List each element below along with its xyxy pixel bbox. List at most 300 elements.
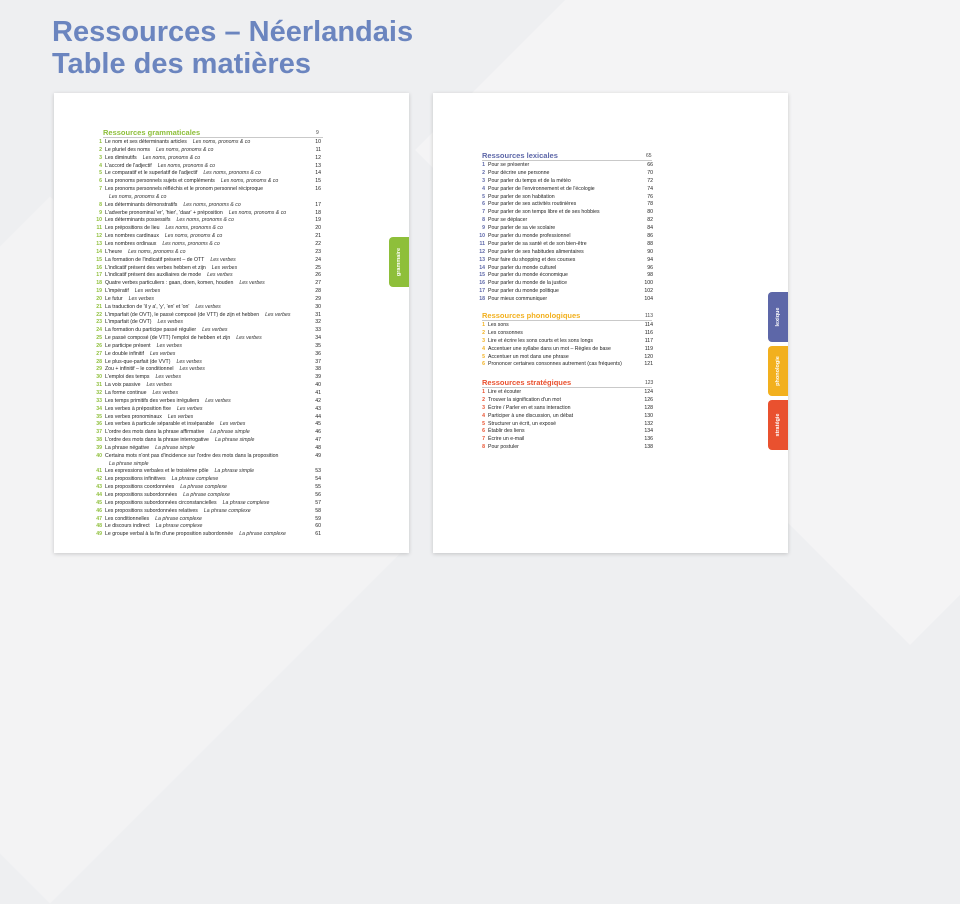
entry-number: 9 (99, 209, 102, 216)
entry-title: Le futur (105, 295, 123, 302)
toc-entry (477, 322, 653, 330)
entry-title-group (105, 382, 172, 390)
entry-title-group (488, 233, 570, 241)
toc-entry (94, 343, 321, 351)
entry-title-group (488, 288, 559, 296)
entry-number: 3 (482, 337, 485, 344)
toc-entry (477, 186, 653, 194)
entry-title: Pour parler du monde culturel (488, 264, 557, 271)
section-page-number: 65 (646, 153, 652, 159)
entry-page: 58 (315, 507, 321, 514)
entry-number: 16 (96, 264, 102, 271)
entry-title-group (488, 346, 611, 354)
entry-title-group (488, 322, 509, 330)
toc-entry (94, 257, 321, 265)
entry-number: 28 (96, 358, 102, 365)
entry-title-group (488, 389, 521, 397)
entry-page: 33 (315, 327, 321, 334)
toc-entry-list (477, 389, 653, 452)
toc-entry (94, 225, 321, 233)
entry-title-group (105, 531, 286, 539)
entry-category: Les verbes (265, 311, 291, 318)
toc-entry (94, 484, 321, 492)
entry-number: 2 (482, 169, 485, 176)
entry-title-group (105, 461, 149, 469)
entry-title-group (105, 312, 290, 320)
toc-entry (94, 476, 321, 484)
entry-title-group (105, 288, 160, 296)
entry-title: L'ordre des mots dans la phrase affirmative (105, 429, 205, 436)
toc-entry (477, 338, 653, 346)
entry-title-group (105, 319, 183, 327)
toc-entry (94, 186, 321, 194)
entry-number: 21 (96, 303, 102, 310)
entry-title: Pour parler de son temps libre et de ses hobbies (488, 209, 600, 216)
entry-page: 82 (647, 217, 653, 224)
toc-entry (477, 361, 653, 369)
toc-entry (477, 389, 653, 397)
entry-title-group (105, 186, 269, 194)
entry-title-group (105, 523, 202, 531)
toc-entry (94, 374, 321, 382)
toc-entry (94, 531, 321, 539)
entry-page: 13 (315, 162, 321, 169)
entry-page: 94 (647, 256, 653, 263)
entry-number: 4 (482, 412, 485, 419)
entry-title-group (105, 500, 269, 508)
entry-number: 11 (96, 225, 102, 232)
entry-title-group (105, 414, 193, 422)
entry-title: Pour faire du shopping et des courses (488, 256, 576, 263)
entry-number: 5 (482, 353, 485, 360)
entry-title: Les verbes à préposition fixe (105, 405, 172, 412)
entry-title: Les consonnes (488, 329, 523, 336)
entry-title-group (105, 257, 236, 265)
entry-title-group (488, 225, 555, 233)
entry-title-group (105, 343, 182, 351)
entry-number: 10 (96, 217, 102, 224)
entry-title: La forme continue (105, 390, 147, 396)
entry-title: Pour parler du monde de la justice (488, 280, 568, 287)
tab-phonologie[interactable] (768, 346, 788, 396)
entry-title: Les diminutifs (105, 154, 137, 161)
entry-page: 31 (315, 311, 321, 318)
entry-category: Les noms, pronoms & co (228, 209, 287, 216)
entry-page: 126 (644, 396, 653, 403)
entry-category: La phrase complexe (155, 515, 202, 522)
entry-category: Les noms, pronoms & co (157, 162, 216, 169)
entry-category: La phrase simple (214, 437, 255, 444)
entry-number: 27 (96, 350, 102, 357)
toc-entry (477, 265, 653, 273)
entry-title: Pour se déplacer (488, 217, 528, 224)
entry-category: La phrase complexe (183, 491, 230, 498)
section-heading-strategic: Ressources stratégiques (482, 378, 572, 387)
entry-page: 16 (315, 186, 321, 193)
entry-number: 26 (96, 342, 102, 349)
entry-title: L'indicatif présent des auxiliaires de mode (105, 272, 202, 279)
toc-entry (477, 209, 653, 217)
entry-title-group (105, 374, 181, 382)
entry-page: 45 (315, 421, 321, 428)
entry-page: 74 (647, 185, 653, 192)
entry-number: 2 (99, 146, 102, 153)
entry-number: 43 (96, 484, 102, 491)
toc-entry (477, 330, 653, 338)
entry-title-group (488, 397, 561, 405)
toc-entry (477, 170, 653, 178)
entry-number: 46 (96, 507, 102, 514)
entry-page: 15 (315, 178, 321, 185)
entry-page: 114 (644, 322, 653, 328)
entry-title-group (105, 225, 223, 233)
entry-page: 57 (315, 499, 321, 506)
entry-category: Les verbes (152, 390, 178, 396)
entry-title: Pour parler du monde économique (488, 272, 568, 279)
toc-entry (94, 241, 321, 249)
entry-title: Le double infinitif (105, 350, 144, 357)
section-divider (482, 387, 652, 388)
toc-entry (477, 217, 653, 225)
entry-category: Les verbes (179, 366, 205, 373)
entry-title: Les pronoms personnels réfléchis et le pronom personnel réciproque (105, 186, 264, 193)
entry-number: 34 (96, 405, 102, 412)
entry-page: 88 (647, 240, 653, 247)
entry-title: Les propositions subordonnées (105, 491, 178, 498)
entry-title-group (105, 280, 265, 288)
entry-title: Établir des liens (488, 428, 525, 435)
entry-title-group (105, 194, 166, 202)
entry-title: Participer à une discussion, un débat (488, 412, 574, 419)
entry-title-group (105, 421, 245, 429)
entry-title-group (105, 233, 222, 241)
entry-number: 6 (482, 201, 485, 208)
entry-title-group (105, 335, 262, 343)
entry-page: 49 (315, 452, 321, 459)
entry-title: Le passé composé (de VTT) l'emploi de hebben et zijn (105, 335, 231, 342)
entry-title: Lire et écouter (488, 389, 522, 395)
entry-page: 48 (315, 444, 321, 451)
entry-page: 100 (644, 280, 653, 287)
entry-number: 2 (482, 396, 485, 403)
entry-number: 3 (482, 404, 485, 411)
entry-page: 116 (644, 329, 653, 336)
entry-page: 47 (315, 437, 321, 444)
entry-number: 7 (482, 436, 485, 443)
entry-title-group (105, 390, 178, 398)
entry-title: Pour parler du temps et de la météo (488, 177, 571, 184)
entry-number: 13 (96, 240, 102, 247)
entry-title: Pour mieux communiquer (488, 296, 548, 303)
entry-category: Les noms, pronoms & co (192, 139, 251, 145)
entry-category: Les noms, pronoms & co (162, 240, 220, 247)
entry-title-group (105, 492, 230, 500)
entry-title-group (488, 201, 576, 209)
entry-page: 26 (315, 272, 321, 279)
entry-page: 10 (315, 139, 321, 145)
entry-title: Le pluriel des noms (105, 146, 150, 153)
entry-number: 40 (96, 452, 102, 459)
entry-number: 1 (482, 162, 485, 168)
entry-category: Les verbes (210, 256, 236, 263)
entry-page: 38 (315, 366, 321, 373)
entry-number: 17 (96, 272, 102, 279)
entry-page: 59 (315, 515, 321, 522)
entry-title-group (105, 453, 284, 461)
entry-number: 6 (482, 428, 485, 435)
entry-page: 44 (315, 413, 321, 420)
entry-title: L'indicatif présent des verbes hebben et zijn (105, 264, 206, 271)
entry-title-group (105, 272, 233, 280)
entry-page: 124 (644, 389, 653, 395)
entry-title-group (488, 194, 555, 202)
entry-number: 29 (96, 366, 102, 373)
entry-title: Pour postuler (488, 444, 519, 451)
entry-title-group (488, 272, 568, 280)
entry-number: 4 (99, 162, 102, 169)
toc-entry (477, 436, 653, 444)
entry-title: Zou + infinitif – le conditionnel (105, 366, 174, 373)
entry-category: Les noms, pronoms & co (164, 233, 223, 240)
entry-page: 56 (315, 491, 321, 498)
entry-category: Les verbes (157, 319, 183, 326)
entry-category: La phrase complexe (203, 507, 251, 514)
entry-number: 41 (96, 468, 102, 475)
entry-category: La phrase complexe (155, 523, 203, 530)
tab-lexique[interactable] (768, 292, 788, 342)
entry-page: 128 (644, 404, 653, 411)
toc-entry-list (94, 139, 321, 539)
entry-title-group (105, 429, 250, 437)
entry-number: 18 (96, 280, 102, 287)
tab-grammaire[interactable] (389, 237, 409, 287)
entry-title: Les propositions infinitives (105, 476, 166, 483)
entry-title-group (488, 241, 587, 249)
entry-title-group (105, 163, 215, 171)
toc-entry (94, 265, 321, 273)
entry-page: 20 (315, 225, 321, 232)
entry-number: 3 (99, 154, 102, 161)
toc-entry (94, 468, 321, 476)
entry-number: 5 (99, 170, 102, 177)
entry-number: 38 (96, 437, 102, 444)
entry-page: 104 (644, 296, 653, 303)
entry-category: Les verbes (155, 374, 181, 381)
entry-page: 119 (644, 345, 653, 352)
section-heading-grammar: Ressources grammaticales (103, 128, 201, 137)
entry-number: 20 (96, 295, 102, 302)
entry-number: 13 (479, 256, 485, 263)
entry-category: Les noms, pronoms & co (203, 170, 261, 177)
entry-page: 21 (315, 233, 321, 240)
entry-number: 6 (482, 361, 485, 368)
entry-title: L'ordre des mots dans la phrase interrogative (105, 437, 209, 444)
entry-title-group (488, 249, 584, 257)
entry-number: 32 (96, 390, 102, 396)
entry-category: Les verbes (239, 280, 265, 287)
entry-number: 39 (96, 444, 102, 451)
entry-page: 30 (315, 303, 321, 310)
entry-category: Les verbes (195, 303, 221, 310)
entry-title: Pour parler de sa vie scolaire (488, 225, 556, 232)
entry-page: 19 (315, 217, 321, 224)
entry-title: Écrire un e-mail (488, 436, 525, 443)
entry-title-group (488, 330, 523, 338)
entry-title: Les propositions coordonnées (105, 484, 175, 491)
entry-title-group (488, 162, 529, 170)
entry-title-group (105, 210, 286, 218)
toc-entry (94, 445, 321, 453)
entry-category: Les verbes (146, 382, 172, 389)
entry-page: 17 (315, 201, 321, 208)
entry-category: Les verbes (207, 272, 233, 279)
entry-title: L'impératif (105, 288, 129, 295)
entry-title: Trouver la signification d'un mot (488, 396, 561, 403)
entry-title-group (105, 516, 202, 524)
entry-title: Les nombres cardinaux (105, 233, 159, 240)
toc-entry (477, 178, 653, 186)
entry-title-group (105, 359, 202, 367)
toc-entry (94, 453, 321, 461)
entry-category: Les verbes (205, 397, 231, 404)
entry-number: 1 (482, 322, 485, 328)
entry-number: 14 (96, 248, 102, 255)
entry-category: Les noms, pronoms & co (220, 178, 279, 185)
entry-category: Les verbes (236, 335, 262, 342)
entry-page: 12 (315, 154, 321, 161)
section-page-number: 9 (316, 130, 319, 136)
entry-number: 3 (482, 177, 485, 184)
entry-number: 15 (479, 272, 485, 279)
toc-entry (94, 508, 321, 516)
entry-number: 1 (99, 139, 102, 145)
entry-title-group (488, 265, 556, 273)
entry-page: 40 (315, 382, 321, 389)
entry-number: 8 (482, 444, 485, 451)
entry-page: 134 (644, 428, 653, 435)
toc-entry (94, 210, 321, 218)
entry-number: 18 (479, 296, 485, 303)
toc-entry (477, 296, 653, 304)
entry-title-group (105, 437, 254, 445)
toc-entry (94, 288, 321, 296)
entry-category: Les verbes (134, 288, 161, 295)
entry-number: 45 (96, 499, 102, 506)
entry-number: 17 (479, 288, 485, 295)
entry-title: Accentuer une syllabe dans un mot – Règles de base (488, 345, 611, 352)
toc-entry (94, 523, 321, 531)
entry-title-group (105, 249, 186, 257)
entry-title-group (105, 296, 154, 304)
entry-title-group (105, 468, 254, 476)
section-page-number: 113 (645, 313, 653, 319)
entry-category: Les noms, pronoms & co (128, 248, 186, 255)
tab-label: grammaire (396, 247, 402, 277)
toc-entry (94, 382, 321, 390)
toc-entry (94, 351, 321, 359)
toc-entry (94, 516, 321, 524)
tab-strategie[interactable] (768, 400, 788, 450)
toc-entry (94, 398, 321, 406)
entry-title: Accentuer un mot dans une phrase (488, 353, 569, 360)
entry-title: Les propositions subordonnées relatives (105, 507, 198, 514)
entry-number: 36 (96, 421, 102, 428)
toc-entry (94, 296, 321, 304)
entry-title-group (105, 406, 202, 414)
entry-category: Les verbes (202, 327, 228, 334)
entry-title: Les verbes pronominaux (105, 413, 162, 420)
entry-page: 90 (647, 248, 653, 255)
entry-title: Pour parler du monde professionnel (488, 233, 571, 240)
entry-number: 4 (482, 345, 485, 352)
toc-entry (94, 272, 321, 280)
entry-page: 54 (315, 476, 321, 483)
entry-category: La phrase complexe (180, 484, 227, 491)
toc-entry (94, 312, 321, 320)
toc-entry (94, 155, 321, 163)
entry-category: Les noms, pronoms & co (142, 154, 201, 161)
entry-page: 132 (644, 420, 653, 427)
entry-title-group (488, 436, 524, 444)
section-divider (103, 137, 323, 138)
entry-page: 55 (315, 484, 321, 491)
entry-page: 102 (644, 288, 653, 295)
entry-title: L'accord de l'adjectif (105, 162, 152, 169)
tab-label: stratégie (775, 413, 781, 437)
entry-page: 136 (644, 436, 653, 443)
toc-entry (477, 346, 653, 354)
toc-entry (477, 354, 653, 362)
entry-page: 32 (315, 319, 321, 326)
entry-category: Les verbes (211, 264, 238, 271)
section-heading-phonological: Ressources phonologiques (482, 311, 581, 320)
entry-page: 41 (315, 390, 321, 396)
toc-entry (94, 319, 321, 327)
entry-number: 33 (96, 397, 102, 404)
entry-number: 14 (479, 264, 485, 271)
entry-title-group (488, 186, 595, 194)
entry-number: 9 (482, 225, 485, 232)
toc-entry (94, 170, 321, 178)
entry-title: Les déterminants démonstratifs (105, 201, 178, 208)
entry-title-group (488, 405, 570, 413)
entry-number: 31 (96, 382, 102, 389)
toc-entry (94, 500, 321, 508)
entry-number: 35 (96, 413, 102, 420)
entry-number: 25 (96, 335, 102, 342)
entry-title-group (105, 366, 205, 374)
entry-number: 19 (96, 288, 102, 295)
entry-page: 98 (647, 272, 653, 279)
toc-entry (477, 194, 653, 202)
slide-title (52, 16, 413, 80)
entry-title: Pour parler de ses habitudes alimentaires (488, 248, 584, 255)
entry-category: Les verbes (220, 421, 246, 428)
entry-title: Pour parler de ses activités routinières (488, 201, 577, 208)
toc-entry (477, 288, 653, 296)
entry-number: 44 (96, 491, 102, 498)
entry-title: L'emploi des temps (105, 374, 150, 381)
entry-title: La formation de l'indicatif présent – de OTT (105, 256, 205, 263)
entry-title-group (105, 178, 278, 186)
toc-entry (94, 390, 321, 398)
entry-page: 86 (647, 233, 653, 240)
entry-page: 53 (315, 468, 321, 475)
entry-title: La voix passive (105, 382, 141, 389)
entry-category: La phrase complexe (239, 531, 286, 538)
entry-title: Les expressions verbales et le troisième pôle (105, 468, 209, 475)
entry-title: Quatre verbes particuliers : gaan, doen, komen, houden (105, 280, 234, 287)
